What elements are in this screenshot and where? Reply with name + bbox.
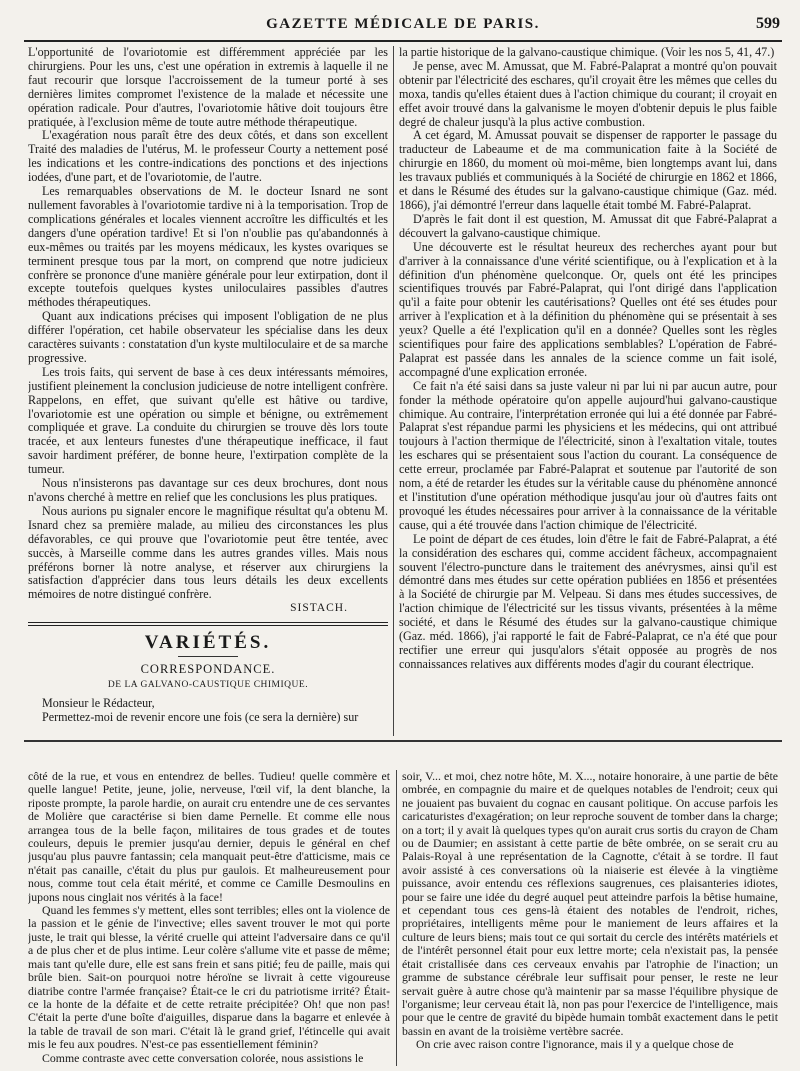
paragraph: Nous n'insisterons pas davantage sur ces deux brochures, dont nous n'avons cherché à mettre en relief que les conclusions les plus pratiques. — [28, 476, 388, 504]
paragraph: L'exagération nous paraît être des deux côtés, et dans son excellent Traité des maladies de l'utérus, M. le professeur Courty a nettement posé les indications et les contre-indications des ponctions et des injections iodées, d'une part, et de l'ovariotomie, de l'autre. — [28, 128, 388, 185]
paragraph: A cet égard, M. Amussat pouvait se dispenser de rapporter le passage du traducteur de Labeaume et de ma communication faite à la Société de chirurgie en 1860, du moment où moi-même, bien longtemps avant lui, dans les travaux publiés et communiqués à la Société de chirurgie en 1862 et 1866, et dans le Résumé des études sur la galvano-caustique chimique (Gaz. méd. 1866), j'ai démontré l'erreur dans laquelle était tombé M. Fabré-Palaprat. — [399, 128, 777, 212]
journal-title: GAZETTE MÉDICALE DE PARIS. — [266, 16, 540, 32]
paragraph: Les remarquables observations de M. le docteur Isnard ne sont nullement favorables à l'ovariotomie tardive ni à la temporisation. Trop de complications générales et locales viennent accroître les difficultés et les dangers d'une opération tardive! Et si l'on n'oublie pas qu'abandonnés à eux-mêmes ou traités par les moyens médicaux, les kystes ovariques se terminent presque tous par la mort, on comprend que notre judicieux confrère se prononce d'une manière générale pour leur extirpation, dont il excepte toutefois quelques kystes uniloculaires passibles d'autres méthodes thérapeutiques. — [28, 184, 388, 310]
page-header — [24, 14, 782, 42]
paragraph: D'après le fait dont il est question, M. Amussat dit que Fabré-Palaprat a découvert la galvano-caustique chimique. — [399, 211, 777, 240]
signature: SISTACH. — [290, 602, 348, 615]
paragraph: Quand les femmes s'y mettent, elles sont terribles; elles ont la violence de la passion et le génie de l'invective; elles savent trouver le mot qui porte juste, le trait qui blesse, la vérité cruelle qui atteint l'adversaire dans ce qu'il a de plus cher et de plus intime. Leur colère s'allume vite et passe de même; mais tant qu'elle dure, elle est sans frein et sans pitié; feu de paille, mais qui brûle bien. Sait-on pourquoi notre héroïne se livrait à cette vigoureuse diatribe contre l'armée française? Était-ce le cri du patriotisme irrité? Était-ce la honte de la défaite et de cette retraite précipitée? Oh! que non pas! C'était la perte d'une boîte d'aiguilles, disparue dans la bagarre et enlevée à la table de travail de son mari. C'était là le grand grief, l'étincelle qui avait mis le feu aux poudres. N'est-ce pas essentiellement féminin? — [28, 903, 390, 1052]
paragraph: Nous aurions pu signaler encore le magnifique résultat qu'a obtenu M. Isnard chez sa première malade, au milieu des circonstances les plus défavorables, ce qui prouve que l'ovariotomie peut être tentée, avec succès, à Marseille comme dans les autres grandes villes. Mais nous préférons borner là notre analyse, et réserver aux chirurgiens la satisfaction d'apprécier dans tous leurs détails les deux excellents mémoires de notre distingué confrère. — [28, 503, 388, 602]
paragraph: Quant aux indications précises qui imposent l'obligation de ne plus différer l'opération, cet habile observateur les spécialise dans les deux caractères suivants : constatation d'un kyste multiloculaire et de sa marche progressive. — [28, 309, 388, 365]
right-column — [399, 46, 777, 734]
bottom-left-column — [28, 770, 390, 1066]
paragraph: soir, V... et moi, chez notre hôte, M. X..., notaire honoraire, à une partie de bête ombrée, en compagnie du maire et de quelques notables de l'endroit; ceux qui ne jouaient pas buvaient du cognac en causant politique. On accuse parfois les caricaturistes d'exagération; on leur reproche souvent de tomber dans la charge; on a tort; il y avait là quelques types qu'on aurait crus sortis du crayon de Cham ou de Daumier; en assistant à cette partie de bête ombrée, on se serait cru au Palais-Royal à une représentation de la Cagnotte, c'était à se tordre. Il faut avoir assisté à ces conversations où la niaiserie est élevée à la vingtième puissance, avoir entendu ces réflexions saugrenues, ces plaisanteries idiotes, pour se faire une idée du degré auquel peut atteindre parfois la bêtise humaine, et cependant tous ces gens-là étaient des notables de l'endroit, riches, propriétaires, intelligents même pour le maniement de leurs affaires et la culture de leurs biens; mais tout ce qui sortait du cercle des intérêts matériels et de l'intérêt personnel était pour eux lettre morte; cela n'existait pas, la pensée était cristallisée dans ces cerveaux envahis par l'atrophie de l'inaction; un gramme de substance cérébrale leur suffisait pour penser, le reste ne leur servait guère à autre chose qu'à maintenir par sa masse l'équilibre physique de l'organisme; leur cerveau était là, non pas pour l'exercice de l'intelligence, mais pour que le centre de gravité du bipède humain tombât exactement dans le petit bassin en avant de la troisième vertèbre sacrée. — [402, 770, 778, 1038]
section-divider — [28, 622, 388, 626]
column-separator — [396, 770, 397, 1066]
paragraph: L'opportunité de l'ovariotomie est différemment appréciée par les chirurgiens. Pour les uns, c'est une opération in extremis à laquelle il ne faut recourir que lorsque l'accroissement de la tumeur porté à ses dernières limites compromet l'existence de la malade et nécessite une opération radicale. Pour d'autres, l'ovariotomie hâtive doit toujours être pratiquée, à l'exclusion même de toute autre méthode thérapeutique. — [28, 46, 388, 129]
subsection-title: CORRESPONDANCE. — [140, 662, 276, 677]
paragraph: Comme contraste avec cette conversation colorée, nous assistions le — [42, 1050, 364, 1065]
page-number: 599 — [756, 15, 780, 32]
paragraph: Le point de départ de ces études, loin d'être le fait de Fabré-Palaprat, a été la considération des eschares qui, comme accident fâcheux, accompagnaient souvent l'électro-puncture dans le traitement des anévrysmes, ainsi qu'il est démontré dans mes études sur cette opération publiées en 1856 et présentées à la Société de chirurgie par M. Velpeau. Si dans mes études successives, de l'action chimique de l'électricité sur les tissus vivants, présentées à la même société, et dans le Résumé des études sur la galvano-caustique chimique (Gaz. méd. 1866), j'ai rapporté le fait de Fabré-Palaprat, ce n'a été que pour rectifier une erreur qui jusqu'alors s'était opposée au progrès de nos connaissances relatives aux différents modes d'agir du courant électrique. — [399, 531, 777, 671]
feuilleton-separator — [24, 740, 782, 742]
paragraph: la partie historique de la galvano-caustique chimique. (Voir les nos 5, 41, 47.) — [399, 46, 775, 59]
paragraph: Une découverte est le résultat heureux des recherches ayant pour but d'arriver à la connaissance d'une vérité scientifique, ou à l'explication et à la définition d'un phénomène quelconque. Or, quels ont été les principes scientifiques trouvés par Fabré-Palaprat, qui l'ont dirigé dans l'application qu'il a faite pour obtenir les cautérisations? Quelles ont été ses études pour arriver à l'explication et à la définition du phénomène qui se présentait à ses yeux? Quelle a été l'explication qu'il en a donnée? Quelles sont les règles scientifiques pour faire des applications semblables? L'opération de Fabré-Palaprat est passée dans les annales de la science comme un fait isolé, accompagné d'une explication erronée. — [399, 239, 777, 379]
divider — [178, 656, 238, 657]
paragraph: Ce fait n'a été saisi dans sa juste valeur ni par lui ni par aucun autre, pour fonder la méthode opératoire qu'on appelle aujourd'hui galvano-caustique chimique. Au contraire, l'interprétation erronée qui lui a été donnée par Fabré-Palaprat s'est répandue parmi les physiciens et les médecins, qui ont attribué toujours à l'action thermique de l'électricité, sinon à l'exaltation vitale, toutes les eschares qui se présentaient sous l'action du courant. La conséquence de cette erreur, proclamée par Fabré-Palaprat et soutenue par l'autorité de son nom, a été de retarder les études sur la véritable cause du phénomène annoncé et l'institution d'une opération méthodique jusqu'au jour où d'autres faits ont provoqué les études nécessaires pour arriver à la connaissance de la véritable cause, qui a été trouvée dans l'action chimique de l'électricité. — [399, 378, 777, 532]
subsection-subtitle: DE LA GALVANO-CAUSTIQUE CHIMIQUE. — [107, 679, 309, 690]
paragraph: On crie avec raison contre l'ignorance, mais il y a quelque chose de — [416, 1037, 734, 1052]
paragraph: Je pense, avec M. Amussat, que M. Fabré-Palaprat a montré qu'on pouvait obtenir par l'électricité des eschares, qu'il croyait être les mêmes que celles du moxa, tandis qu'elles étaient dues à l'action chimique du courant; il croyait en effet avoir trouvé dans la galvanisme le moyen d'obtenir depuis le plus faible degré de chaleur jusqu'à la plus active combustion. — [399, 58, 777, 129]
column-separator — [393, 46, 394, 736]
paragraph: Les trois faits, qui servent de base à ces deux intéressants mémoires, justifient pleinement la conclusion judicieuse de notre intelligent confrère. Rappelons, en effet, que suivant qu'elle est hâtive ou tardive, l'ovariotomie est une opération ou simple et bénigne, ou extrêmement compliquée et grave. La conduite du chirurgien se trouve dès lors toute tracée, et aux lenteurs funestes d'une thérapeutique inefficace, il faut savoir hardiment préférer, de bonne heure, l'extirpation complète de la tumeur. — [28, 364, 388, 477]
bottom-right-column — [402, 770, 778, 1066]
left-column — [28, 46, 388, 734]
paragraph: Permettez-moi de revenir encore une fois (ce sera la dernière) sur — [42, 709, 359, 724]
section-title: VARIÉTÉS. — [144, 632, 272, 654]
paragraph: côté de la rue, et vous en entendrez de belles. Tudieu! quelle commère et quelle langue! Petite, jeune, jolie, nerveuse, l'œil vif, la dent blanche, la riposte prompte, la parole hardie, on aurait cru entendre une de ces servantes de Molière que caractérise si bien dame Pernelle. Et comme elle nous arrangea tous de la belle façon, militaires de tous grades et de toutes couleurs, depuis le premier jusqu'au dernier, depuis le général en chef jusqu'au plus pauvre fantassin; cela manquait peut-être d'atticisme, mais ce n'était pas canaille, c'était du plus pur gaulois. Et malheureusement pour nous, comme tout cela était mérité, et comme ce Camille Desmoulins en jupons nous cinglait nos vérités à la face! — [28, 770, 390, 904]
salutation: Monsieur le Rédacteur, — [42, 695, 155, 710]
